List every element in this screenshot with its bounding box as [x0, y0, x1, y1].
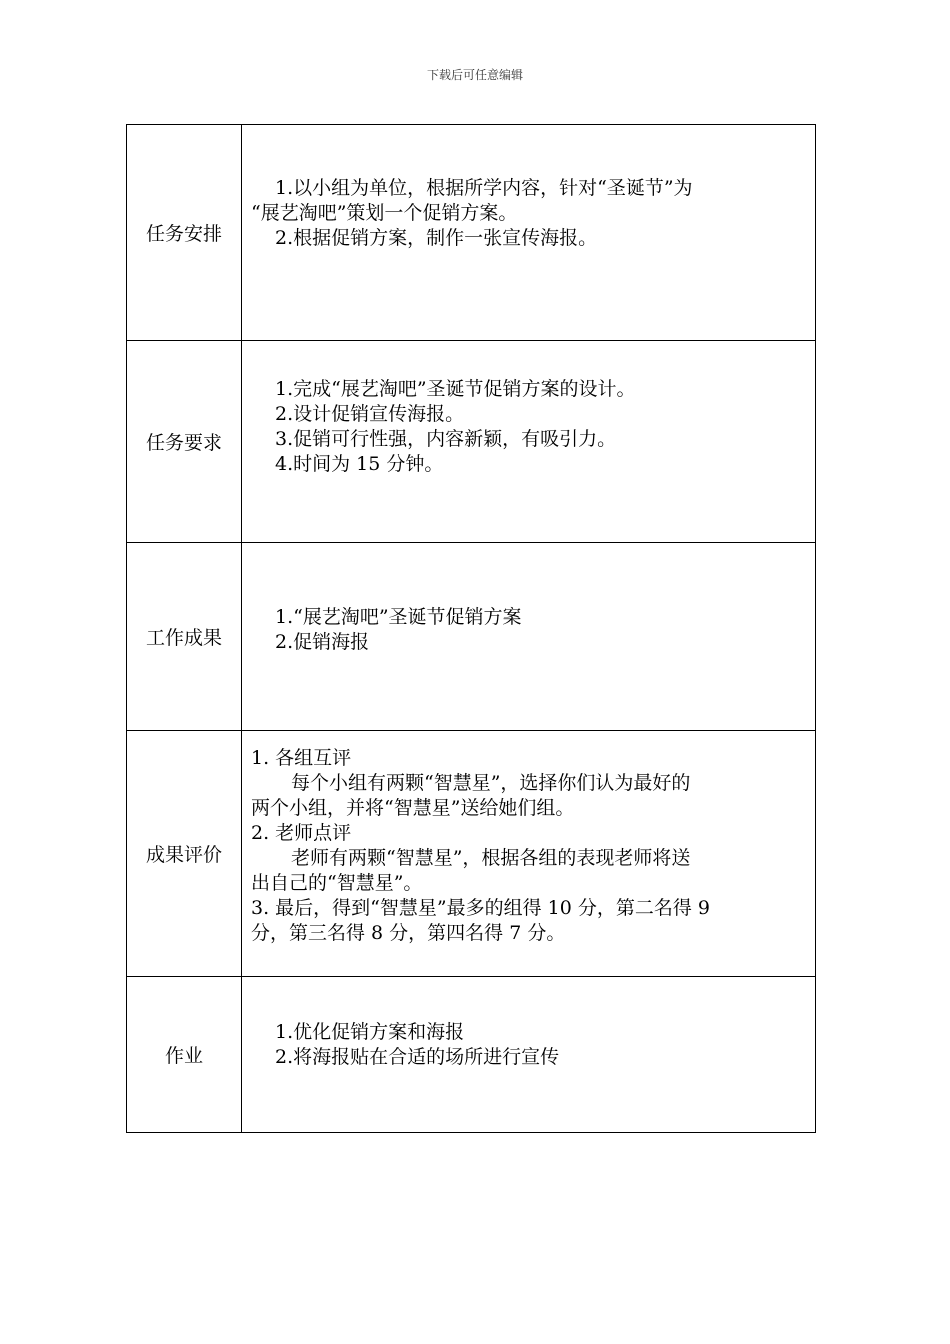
content-line: 2.促销海报 [275, 631, 370, 653]
content-line: 1.以小组为单位，根据所学内容，针对“圣诞节”为 [275, 176, 693, 199]
row-content-work-results [242, 543, 816, 731]
content-line: 2. 老师点评 [251, 822, 352, 844]
content-line: 老师有两颗“智慧星”，根据各组的表现老师将送 [291, 847, 691, 869]
header-note: 下载后可任意编辑 [426, 68, 523, 82]
content-line: 1. 各组互评 [251, 747, 352, 769]
row-label-work-results: 工作成果 [127, 543, 242, 731]
content-line: 2.根据促销方案，制作一张宣传海报。 [275, 226, 598, 249]
row-content-homework [242, 977, 816, 1133]
content-line: 1.完成“展艺淘吧”圣诞节促销方案的设计。 [275, 378, 636, 400]
table-row [127, 543, 816, 731]
content-line: 两个小组，并将“智慧星”送给她们组。 [251, 797, 575, 819]
row-content-task-arrangement [242, 125, 816, 341]
content-line: 分，第三名得 8 分，第四名得 7 分。 [251, 922, 566, 944]
content-line: 1.优化促销方案和海报 [275, 1021, 465, 1043]
row-label-task-arrangement: 任务安排 [127, 125, 242, 341]
row-content-task-requirements [242, 341, 816, 543]
content-line: 3.促销可行性强，内容新颖，有吸引力。 [275, 428, 617, 450]
content-line: 4.时间为 15 分钟。 [275, 453, 444, 475]
table-row [127, 341, 816, 543]
content-line: 每个小组有两颗“智慧星”，选择你们认为最好的 [291, 772, 691, 794]
table-row [127, 977, 816, 1133]
row-label-evaluation: 成果评价 [127, 731, 242, 977]
table-row [127, 731, 816, 977]
lesson-plan-table [126, 124, 816, 1133]
table-row [127, 125, 816, 341]
row-label-task-requirements: 任务要求 [127, 341, 242, 543]
content-line: 3. 最后，得到“智慧星”最多的组得 10 分，第二名得 9 [251, 897, 710, 919]
row-content-evaluation [242, 731, 816, 977]
content-line: 出自己的“智慧星”。 [251, 872, 423, 894]
content-line: 2.设计促销宣传海报。 [275, 403, 465, 425]
content-line: 1.“展艺淘吧”圣诞节促销方案 [275, 606, 522, 628]
content-line: “展艺淘吧”策划一个促销方案。 [251, 201, 518, 224]
row-label-homework: 作业 [127, 977, 242, 1133]
content-line: 2.将海报贴在合适的场所进行宣传 [275, 1046, 560, 1068]
